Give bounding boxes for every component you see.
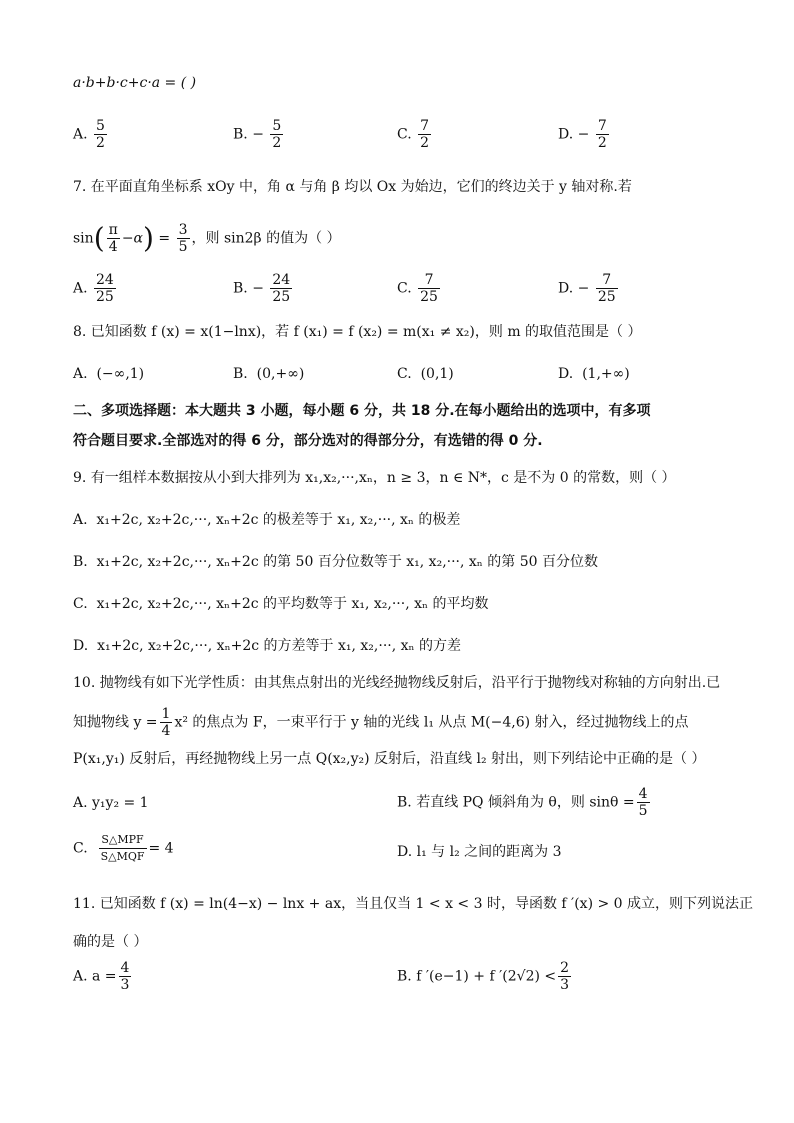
q7-option-b[interactable]: B. − $\frac{24}{25}$ xyxy=(233,272,291,305)
q7-option-d[interactable]: D. − $\frac{7}{25}$ xyxy=(558,272,616,305)
q6-option-a[interactable] xyxy=(73,118,109,151)
section-header-line1: 二、多项选择题：本大题共 3 小题，每小题 6 分，共 18 分.在每小题给出的选项中，有多项 xyxy=(73,403,651,419)
q8-stem: 8. 已知函数 f (x) = x(1−lnx)，若 f (x₁) = f (x₂) = m(x₁ ≠ x₂)，则 m 的取值范围是（ ） xyxy=(73,324,642,340)
fraction: $\frac{7}{25}$ xyxy=(420,272,438,305)
option-label: D. xyxy=(558,126,574,143)
option-label: B. xyxy=(73,554,88,570)
fraction: $\frac{24}{25}$ xyxy=(96,272,114,305)
q8-option-a[interactable]: A. (−∞,1) xyxy=(73,366,145,382)
fraction: $\frac{5}{2}$ xyxy=(272,118,282,151)
fraction: $\frac{7}{2}$ xyxy=(420,118,430,151)
option-label: A. xyxy=(73,126,88,143)
q9-stem: 9. 有一组样本数据按从小到大排列为 x₁,x₂,···,xₙ，n ≥ 3，n ∈ N*，c 是不为 0 的常数，则（ ） xyxy=(73,470,676,486)
q11-stem-line1: 11. 已知函数 f (x) = ln(4−x) − lnx + ax，当且仅当 1 < x < 3 时，导函数 f ′(x) > 0 成立，则下列说法正 xyxy=(73,896,754,912)
q9-option-a[interactable]: A. x₁+2c, x₂+2c,···, xₙ+2c 的极差等于 x₁, x₂,···, xₙ 的极差 xyxy=(73,512,461,528)
option-label: A. xyxy=(73,512,88,528)
q8-option-d[interactable]: D. (1,+∞) xyxy=(558,366,630,382)
option-label: C. xyxy=(73,840,88,857)
q9-option-b[interactable]: B. x₁+2c, x₂+2c,···, xₙ+2c 的第 50 百分位数等于 x₁, x₂,···, xₙ 的第 50 百分位数 xyxy=(73,554,599,570)
fraction: $\frac{5}{2}$ xyxy=(96,118,105,151)
q6-option-b[interactable]: B. − $\frac{5}{2}$ xyxy=(233,118,282,151)
q7-option-c[interactable] xyxy=(397,272,442,305)
option-label: D. xyxy=(558,280,574,297)
q11-option-a[interactable]: A. a = $\frac{4}{3}$ xyxy=(73,960,130,993)
q7-stem-line1: 7. 在平面直角坐标系 xOy 中，角 α 与角 β 均以 Ox 为始边，它们的终边关于 y 轴对称.若 xyxy=(73,179,632,195)
q11-option-b[interactable]: B. f ′(e−1) + f ′(2√2) < $\frac{2}{3}$ xyxy=(397,960,570,993)
q9-option-c[interactable]: C. x₁+2c, x₂+2c,···, xₙ+2c 的平均数等于 x₁, x₂,···, xₙ 的平均数 xyxy=(73,596,489,612)
q9-option-d[interactable]: D. x₁+2c, x₂+2c,···, xₙ+2c 的方差等于 x₁, x₂,···, xₙ 的方差 xyxy=(73,638,462,654)
option-label: A. xyxy=(73,280,88,297)
option-label: B. xyxy=(233,280,248,297)
option-label: A. xyxy=(73,366,88,382)
fraction: $\frac{24}{25}$ xyxy=(272,272,291,305)
option-label: C. xyxy=(397,366,412,382)
section-header-line2: 符合题目要求.全部选对的得 6 分，部分选对的得部分分，有选错的得 0 分. xyxy=(73,433,543,449)
fraction: $\frac{7}{2}$ xyxy=(597,118,607,151)
q10-option-c[interactable]: C. $\frac{\text{S△MPF}}{\text{S△MQF}}$ = 4 xyxy=(73,833,174,863)
q11-stem-line2: 确的是（ ） xyxy=(73,934,148,950)
q6-option-c[interactable] xyxy=(397,118,433,151)
q10-stem-line2: 知抛物线 y = $\frac{1}{4}$ x² 的焦点为 F，一束平行于 y 轴的光线 l₁ 从点 M(−4,6) 射入，经过抛物线上的点 xyxy=(73,706,689,739)
fraction: $\frac{\text{S△MPF}}{\text{S△MQF}}$ xyxy=(100,833,145,863)
option-label: D. xyxy=(558,366,574,382)
q10-option-a[interactable]: A. y₁y₂ = 1 xyxy=(73,795,149,811)
q10-stem-line3: P(x₁,y₁) 反射后，再经抛物线上另一点 Q(x₂,y₂) 反射后，沿直线 l₂ 射出，则下列结论中正确的是（ ） xyxy=(73,751,706,767)
q6-expression: a·b+b·c+c·a = ( ) xyxy=(73,75,197,91)
q6-option-d[interactable]: D. − $\frac{7}{2}$ xyxy=(558,118,607,151)
q10-option-d[interactable]: D. l₁ 与 l₂ 之间的距离为 3 xyxy=(397,844,562,860)
option-label: D. xyxy=(73,638,89,654)
q10-option-b[interactable]: B. 若直线 PQ 倾斜角为 θ，则 sinθ = $\frac{4}{5}$ xyxy=(397,786,648,819)
option-label: B. xyxy=(233,366,248,382)
fraction: $\frac{2}{3}$ xyxy=(560,960,570,993)
fraction: $\frac{\pi}{4}$ xyxy=(108,222,118,255)
option-label: C. xyxy=(397,280,412,297)
fraction: $\frac{7}{25}$ xyxy=(597,272,616,305)
q8-option-c[interactable]: C. (0,1) xyxy=(397,366,454,382)
q7-option-a[interactable] xyxy=(73,272,118,305)
fraction: $\frac{1}{4}$ xyxy=(161,706,171,739)
q8-option-b[interactable]: B. (0,+∞) xyxy=(233,366,305,382)
option-label: C. xyxy=(73,596,88,612)
option-label: B. xyxy=(233,126,248,143)
fraction: $\frac{3}{5}$ xyxy=(178,222,188,255)
q10-stem-line1: 10. 抛物线有如下光学性质：由其焦点射出的光线经抛物线反射后，沿平行于抛物线对称轴的方向射出.已 xyxy=(73,675,721,691)
fraction: $\frac{4}{3}$ xyxy=(120,960,130,993)
fraction: $\frac{4}{5}$ xyxy=(638,786,648,819)
q7-stem-line2: sin( $\frac{\pi}{4}$ −α) = $\frac{3}{5}$ ，则 sin2β 的值为（ ） xyxy=(73,221,341,255)
option-label: C. xyxy=(397,126,412,143)
